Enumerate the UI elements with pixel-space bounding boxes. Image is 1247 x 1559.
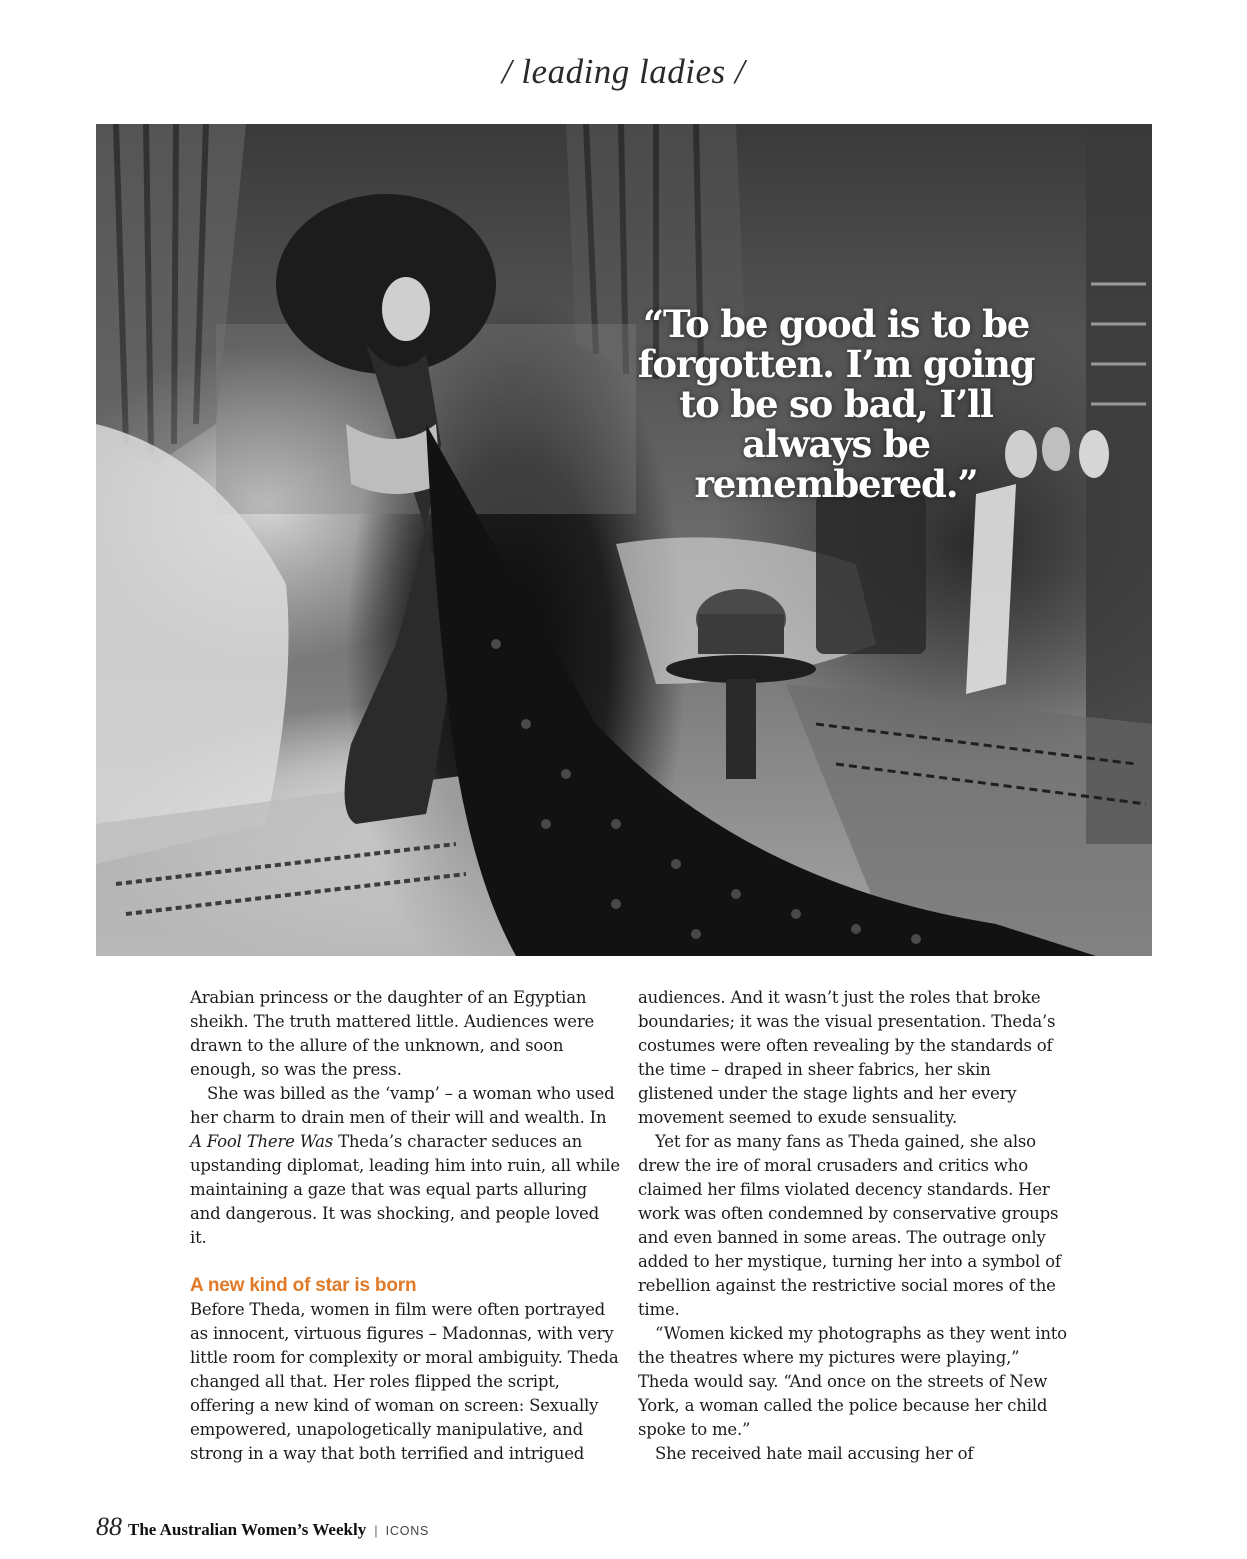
- article-column-right: [638, 986, 1068, 1466]
- paragraph: Before Theda, women in film were often portrayed as innocent, virtuous figures – Madonnas, with very little room for complexity or moral ambiguity. Theda changed all that. Her roles flipped the script, offering a new kind of woman on screen: Sexually empowered, unapologetically manipulative, and strong in a way that both terrified and intrigued: [190, 1300, 619, 1463]
- paragraph: Yet for as many fans as Theda gained, she also drew the ire of moral crusaders and critics who claimed her films violated decency standards. Her work was often condemned by conservative groups and even banned in some areas. The outrage only added to her mystique, turning her into a symbol of rebellion against the restrictive social mores of the time.: [638, 1132, 1061, 1319]
- paragraph: audiences. And it wasn’t just the roles that broke boundaries; it was the visual presentation. Theda’s costumes were often revealing by the standards of the time – draped in sheer fabrics, her skin glistened under the stage lights and her every movement seemed to exude sensuality.: [638, 988, 1056, 1127]
- section-tag: / leading ladies /: [501, 52, 746, 91]
- pull-quote: “To be good is to be forgotten. I’m going to be so bad, I’ll always be remembered.”: [637, 302, 1035, 506]
- paragraph: “Women kicked my photographs as they went into the theatres where my pictures were playing,” Theda would say. “And once on the streets of New York, a woman called the police because her child spoke to me.”: [638, 1324, 1067, 1439]
- page-footer: [96, 1512, 429, 1542]
- footer-separator: |: [374, 1523, 378, 1538]
- feature-photo: [96, 124, 1152, 956]
- magazine-name: The Australian Women’s Weekly: [128, 1520, 367, 1539]
- paragraph: Arabian princess or the daughter of an Egyptian sheikh. The truth mattered little. Audiences were drawn to the allure of the unknown, and soon enough, so was the press.: [190, 988, 595, 1079]
- page-number: 88: [96, 1512, 122, 1541]
- paragraph-text: Theda’s character seduces an upstanding diplomat, leading him into ruin, all while maintaining a gaze that was equal parts alluring and dangerous. It was shocking, and people loved it.: [190, 1132, 620, 1247]
- subheading: A new kind of star is born: [190, 1275, 417, 1296]
- paragraph: [190, 1082, 620, 1250]
- footer-section-name: ICONS: [385, 1524, 430, 1538]
- paragraph-text: She was billed as the ‘vamp’ – a woman who used her charm to drain men of their will and wealth. In: [190, 1084, 615, 1127]
- article-column-left: [190, 986, 620, 1466]
- paragraph: She received hate mail accusing her of: [655, 1444, 974, 1463]
- photo-illustration: [96, 124, 1152, 956]
- film-title: A Fool There Was: [190, 1132, 334, 1151]
